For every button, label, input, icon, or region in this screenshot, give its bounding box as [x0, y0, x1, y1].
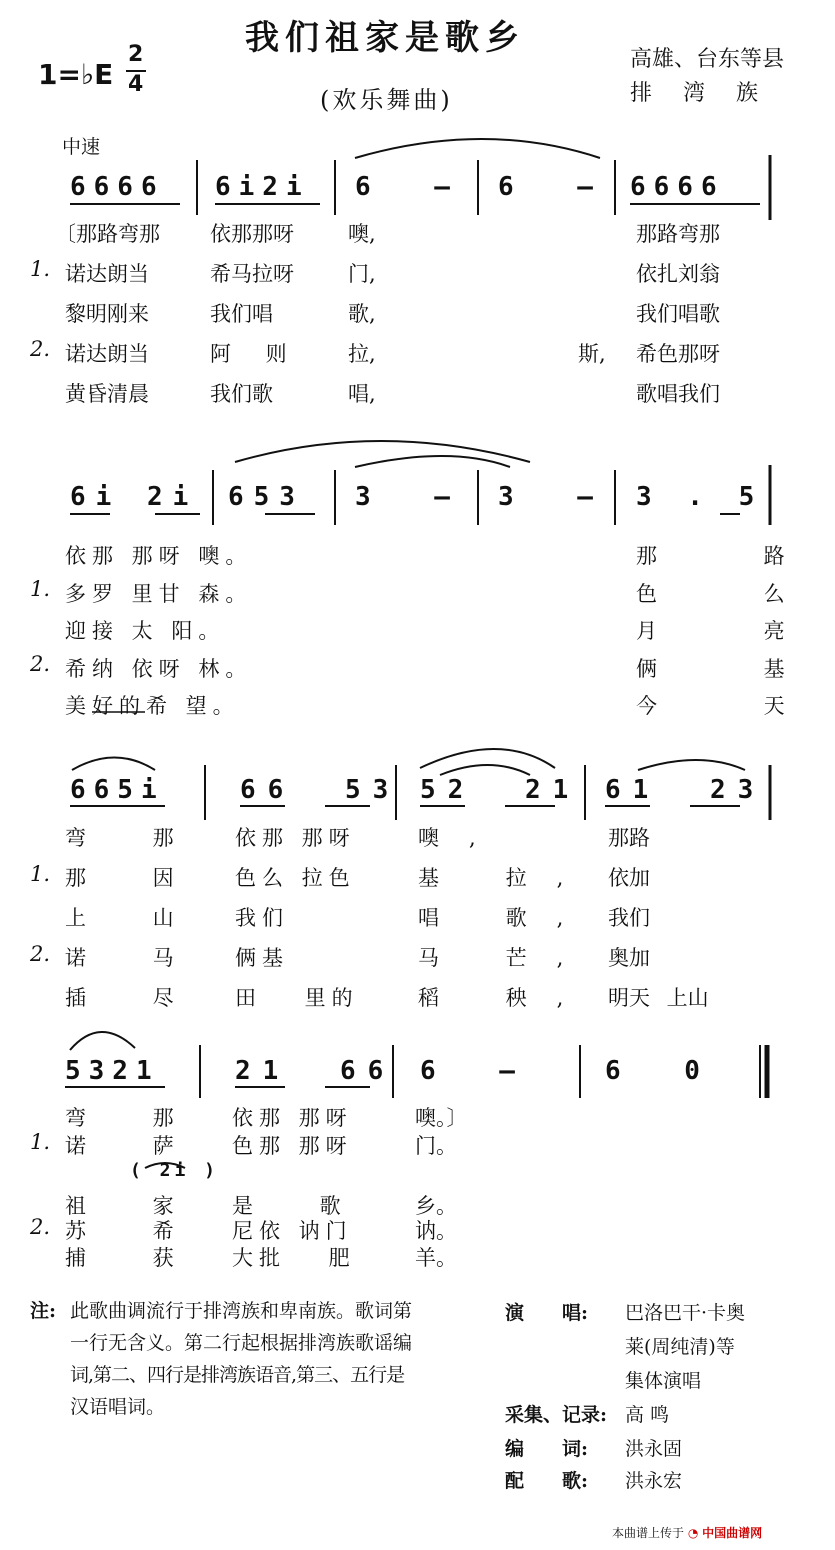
footer-brand: 中国曲谱网	[702, 1526, 763, 1540]
credit-role: 编 词:	[505, 1438, 589, 1460]
lyric: 色那 那呀	[232, 1134, 353, 1158]
lyric: 噢,	[348, 222, 376, 246]
verse-number: 2.	[30, 1215, 51, 1239]
footer-watermark	[612, 1524, 762, 1541]
bar-notes: 52 21	[420, 775, 581, 805]
lyric: 依那 那呀	[235, 826, 356, 850]
bar-notes: 6 –	[498, 172, 617, 202]
lyric: 诺 马	[65, 946, 204, 970]
lyric: 奥加	[608, 946, 650, 970]
lyric: 我们	[608, 906, 650, 930]
time-denominator: 4	[128, 72, 144, 97]
credit-role: 采集、记录:	[505, 1404, 608, 1426]
site-logo-icon: ◔	[687, 1526, 699, 1540]
lyric: 拉,	[348, 342, 376, 366]
lyric: 我们	[235, 906, 289, 930]
lyric: 那 因	[65, 866, 204, 890]
lyric: 讷。	[415, 1219, 457, 1243]
bar-notes: 653	[228, 482, 305, 512]
lyric: 歌唱我们	[636, 382, 720, 406]
lyric: 依那 那呀 噢。	[65, 544, 253, 568]
tie-slur	[70, 1032, 135, 1050]
verse-number: 2.	[30, 652, 51, 676]
bar-notes: 6666	[630, 172, 725, 202]
lyric: 上 山	[65, 906, 204, 930]
lyric: 捕 获	[65, 1246, 204, 1270]
verse-number: 1.	[30, 577, 51, 601]
credit-name: 集体演唱	[625, 1370, 702, 1392]
bar-notes: 6666	[70, 172, 165, 202]
bar-notes: 6i2i	[215, 172, 310, 202]
note-line: 一行无含义。第二行起根据排湾族歌谣编	[70, 1332, 413, 1354]
bar-notes: 3 –	[355, 482, 474, 512]
tie-slur	[638, 760, 745, 770]
lyric: 依那 那呀	[232, 1106, 353, 1130]
tie-slur	[440, 765, 530, 775]
lyric: 弯 那	[65, 1106, 204, 1130]
verse-number: 2.	[30, 337, 51, 361]
lyric: 马 芒,	[418, 946, 594, 970]
lyric: 唱 歌,	[418, 906, 594, 930]
lyric: 阿 则	[210, 342, 301, 366]
origin-ethnic-group: 排 湾 族	[630, 81, 770, 106]
lyric: 今 天	[636, 694, 835, 718]
song-title: 我们祖家是歌乡	[245, 18, 525, 58]
credit-role: 配 歌:	[505, 1470, 589, 1492]
origin-region: 高雄、台东等县	[630, 47, 785, 72]
lyric: 俩 基	[636, 657, 835, 681]
note-line: 汉语唱词。	[70, 1396, 166, 1418]
key-signature: 1=♭E	[38, 58, 114, 91]
lyric: 〔那路弯那	[55, 222, 160, 246]
bar-notes: 6 –	[355, 172, 474, 202]
lyric: 希马拉呀	[210, 262, 294, 286]
credit-name: 洪永固	[625, 1438, 683, 1460]
lyric: 依扎刘翁	[636, 262, 720, 286]
credit-role: 演 唱:	[505, 1302, 589, 1324]
variant-notes: ( 2i )	[130, 1160, 220, 1181]
lyric: 乡。	[415, 1194, 457, 1218]
lyric: 明天 上山	[608, 986, 709, 1010]
lyric: 尼依 讷门	[232, 1219, 353, 1243]
lyric: 依那那呀	[210, 222, 294, 246]
lyric: 祖 家	[65, 1194, 204, 1218]
lyric: 门,	[348, 262, 376, 286]
bar-notes: 6i 2i	[70, 482, 199, 512]
verse-number: 1.	[30, 862, 51, 886]
note-line: 词,第二、四行是排湾族语音,第三、五行是	[70, 1364, 405, 1386]
bar-notes: 665i	[70, 775, 165, 805]
lyric: 色么 拉色	[235, 866, 356, 890]
bar-notes: 3 . 5	[636, 482, 765, 512]
lyric: 诺 萨	[65, 1134, 204, 1158]
tie-slur	[235, 441, 530, 462]
credit-name: 巴洛巴干·卡奥	[625, 1302, 746, 1324]
lyric: 依加	[608, 866, 650, 890]
bar-notes: 3 –	[498, 482, 617, 512]
lyric: 那路弯那	[636, 222, 720, 246]
lyric: 诺达朗当	[65, 342, 149, 366]
time-numerator: 2	[128, 42, 144, 67]
lyric: 弯 那	[65, 826, 204, 850]
lyric: 歌,	[348, 302, 376, 326]
lyric: 那 路	[636, 544, 835, 568]
bar-notes: 5321	[65, 1056, 160, 1086]
verse-number: 1.	[30, 257, 51, 281]
bar-notes: 66 53	[240, 775, 401, 805]
lyric: 苏 希	[65, 1219, 204, 1243]
footer-text: 本曲谱上传于	[612, 1526, 685, 1540]
lyric: 色 么	[636, 582, 835, 606]
bar-notes: 21 66	[235, 1056, 396, 1086]
lyric: 基 拉,	[418, 866, 594, 890]
bar-notes: 6 –	[420, 1056, 539, 1086]
lyric: 多罗 里甘 森。	[65, 582, 253, 606]
lyric: 美好的希 望。	[65, 694, 240, 718]
lyric: 噢,	[418, 826, 506, 850]
lyric: 插 尽	[65, 986, 204, 1010]
tempo-marking: 中速	[62, 136, 101, 158]
lyric: 稻 秧,	[418, 986, 594, 1010]
lyric: 诺达朗当	[65, 262, 149, 286]
lyric: 我们歌	[210, 382, 273, 406]
lyric: 我们唱歌	[636, 302, 720, 326]
note-line: 此歌曲调流行于排湾族和卑南族。歌词第	[70, 1300, 413, 1322]
lyric: 月 亮	[636, 619, 835, 643]
verse-number: 2.	[30, 942, 51, 966]
tie-slur	[355, 139, 600, 158]
bar-notes: 61 23	[605, 775, 766, 805]
lyric: 那路	[608, 826, 650, 850]
lyric: 希色那呀	[636, 342, 720, 366]
lyric: 大批 肥	[232, 1246, 356, 1270]
lyric: 唱,	[348, 382, 376, 406]
lyric: 噢。〕	[415, 1106, 468, 1130]
credit-name: 莱(周纯清)等	[625, 1336, 735, 1358]
lyric: 黎明刚来	[65, 302, 149, 326]
lyric: 门。	[415, 1134, 457, 1158]
tie-slur	[355, 456, 510, 467]
credit-name: 洪永宏	[625, 1470, 683, 1492]
lyric: 俩基	[235, 946, 289, 970]
lyric: 迎接 太 阳。	[65, 619, 226, 643]
lyric: 我们唱	[210, 302, 273, 326]
lyric: 羊。	[415, 1246, 457, 1270]
lyric: 是 歌	[232, 1194, 371, 1218]
lyric: 斯,	[578, 342, 606, 366]
credit-name: 高 鸣	[625, 1404, 670, 1426]
tie-slur	[72, 758, 155, 771]
song-subtitle: (欢乐舞曲)	[320, 86, 453, 114]
lyric: 希纳 依呀 林。	[65, 657, 253, 681]
bar-notes: 6 0	[605, 1056, 724, 1086]
lyric: 田 里的	[235, 986, 359, 1010]
note-label: 注:	[30, 1300, 57, 1322]
lyric: 黄昏清晨	[65, 382, 149, 406]
verse-number: 1.	[30, 1130, 51, 1154]
